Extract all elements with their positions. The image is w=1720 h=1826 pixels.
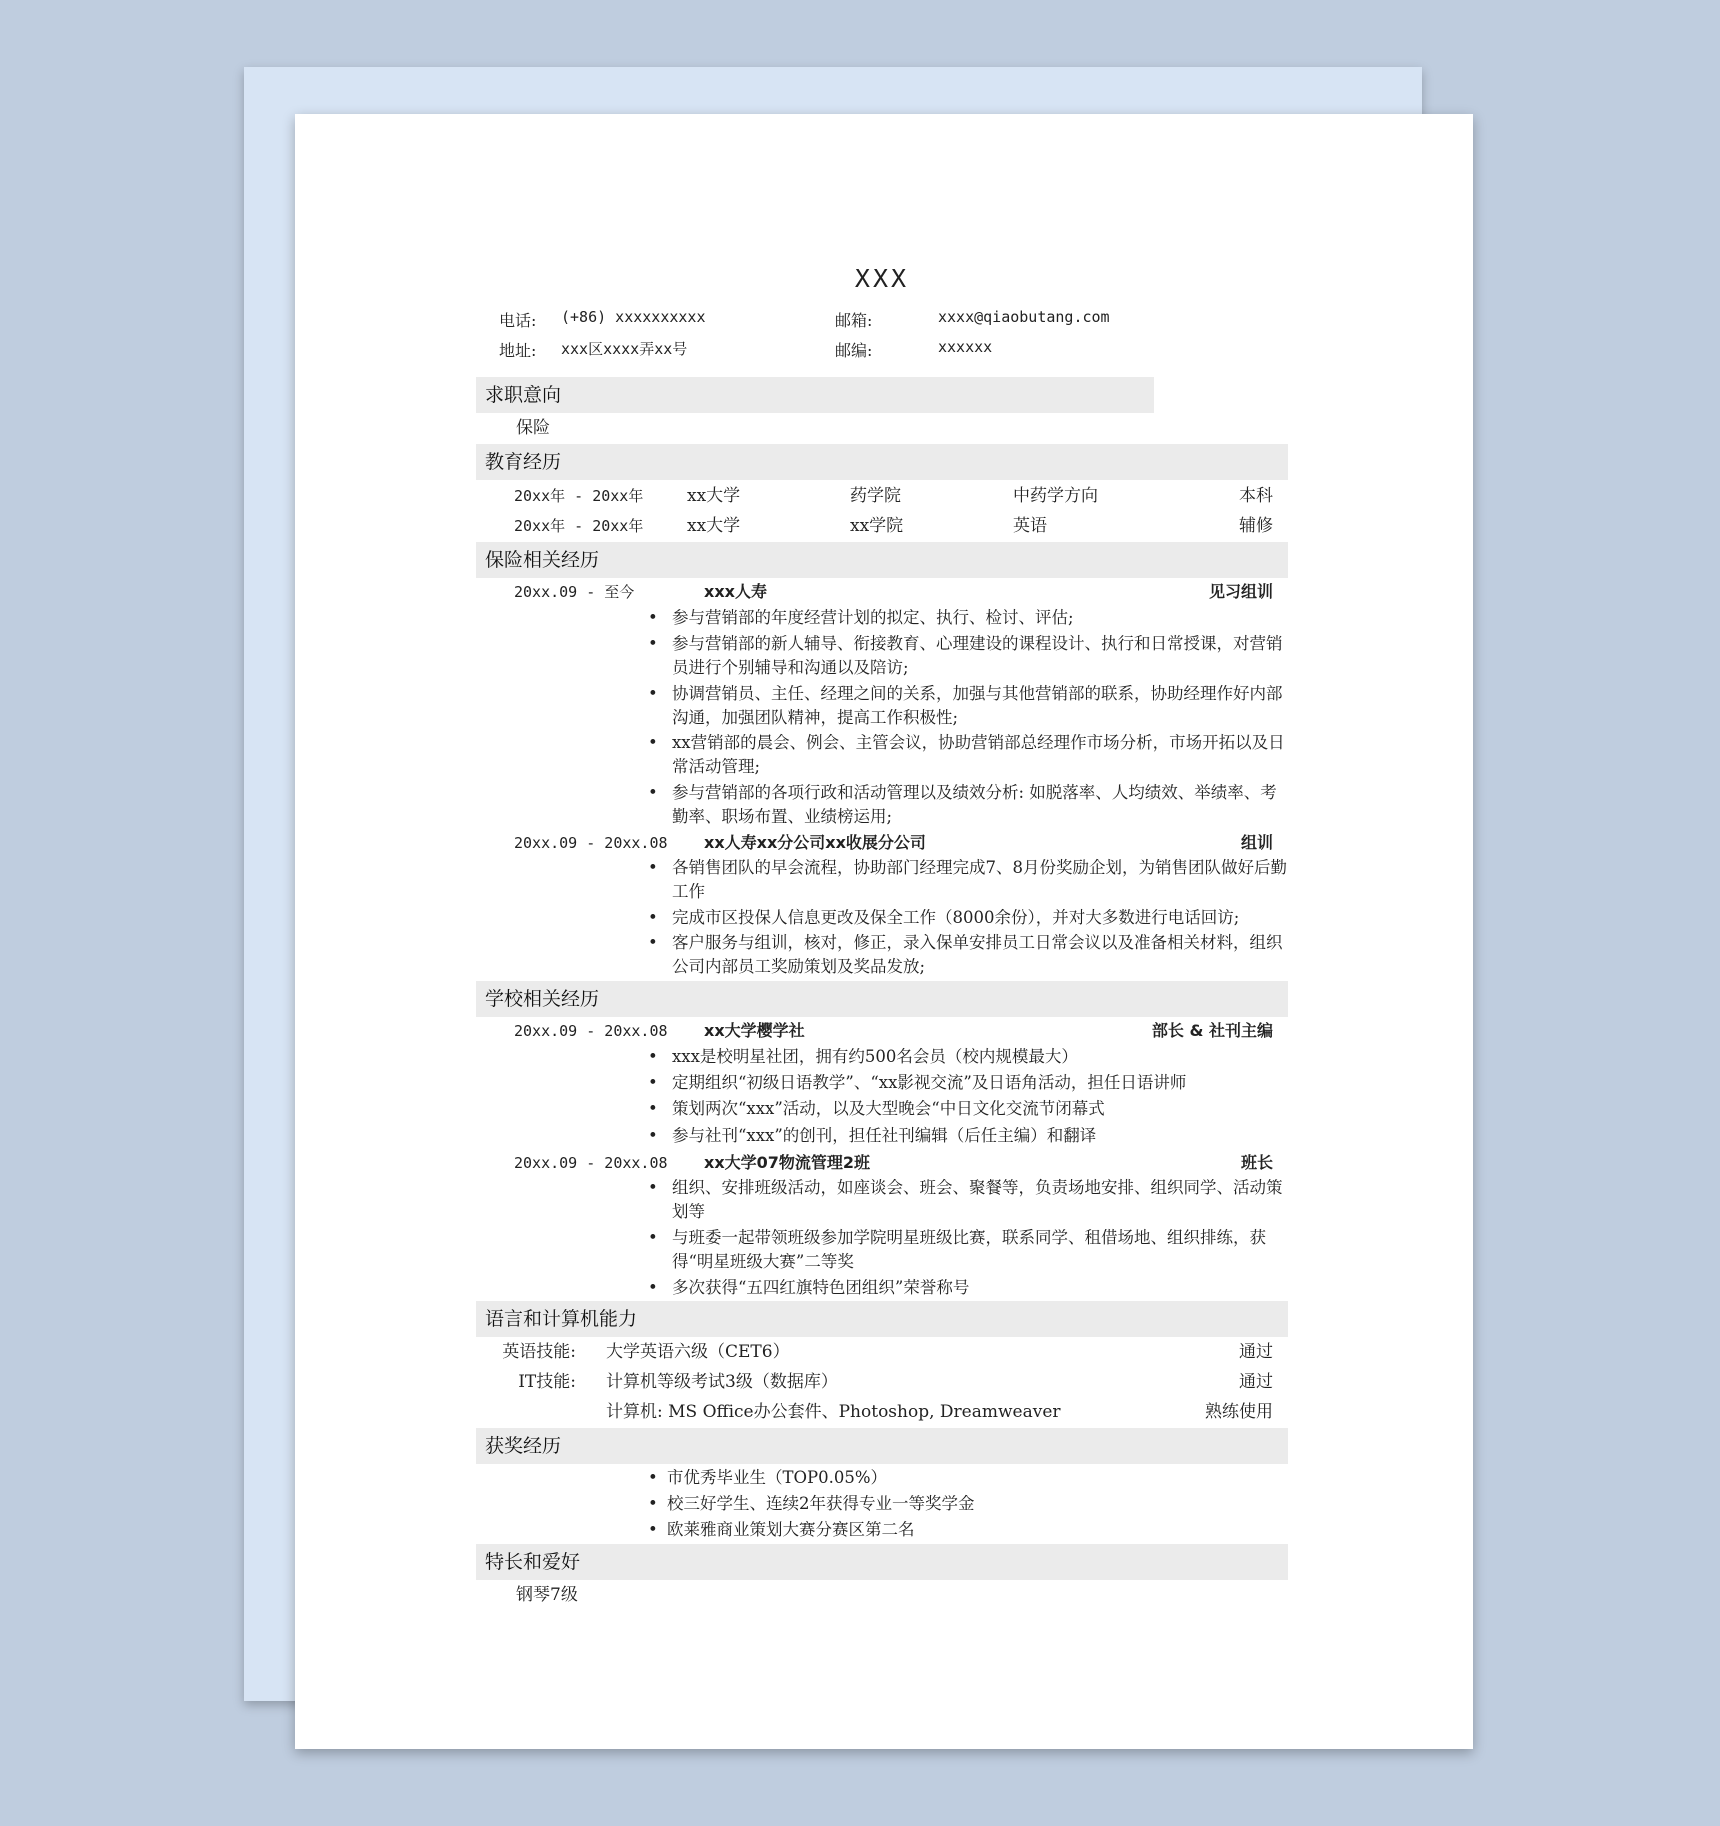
- edu-college: 药学院: [850, 486, 901, 506]
- bullet-text: 参与营销部的各项行政和活动管理以及绩效分析: 如脱落率、人均绩效、举绩率、考勤率、职场布置、业绩榜运用;: [672, 783, 1277, 826]
- bullet-dot-icon: •: [648, 1126, 658, 1145]
- bullet-dot-icon: •: [648, 1047, 658, 1066]
- bullet-text: 多次获得“五四红旗特色团组织”荣誉称号: [672, 1278, 970, 1297]
- bullet-dot-icon: •: [648, 684, 658, 703]
- bullet-dot-icon: •: [648, 783, 658, 802]
- job-organization: xx大学07物流管理2班: [704, 1153, 871, 1172]
- bullet-dot-icon: •: [648, 1228, 658, 1247]
- bullet-dot-icon: •: [648, 858, 658, 877]
- email-label: 邮箱:: [835, 311, 873, 330]
- phone-value: (+86) xxxxxxxxxx: [561, 308, 706, 326]
- bullet-dot-icon: •: [648, 1494, 658, 1513]
- bullet-dot-icon: •: [648, 733, 658, 752]
- bullet-dot-icon: •: [648, 1278, 658, 1297]
- edu-school: xx大学: [687, 516, 741, 536]
- award-text: 市优秀毕业生（TOP0.05%）: [667, 1468, 888, 1487]
- section-school-experience: 学校相关经历: [476, 981, 1288, 1017]
- edu-period: 20xx年 - 20xx年: [514, 517, 644, 535]
- job-role: 部长 & 社刊主编: [1151, 1021, 1273, 1040]
- job-period: 20xx.09 - 20xx.08: [514, 1022, 668, 1040]
- skill-label: IT技能:: [518, 1372, 576, 1392]
- skill-description: 大学英语六级（CET6）: [606, 1342, 790, 1362]
- bullet-text: 参与社刊“xxx”的创刊，担任社刊编辑（后任主编）和翻译: [672, 1126, 1097, 1145]
- skill-level: 通过: [1239, 1342, 1273, 1362]
- bullet-text: 参与营销部的年度经营计划的拟定、执行、检讨、评估;: [672, 608, 1074, 627]
- edu-school: xx大学: [687, 486, 741, 506]
- section-skills: 语言和计算机能力: [476, 1301, 1288, 1337]
- bullet-dot-icon: •: [648, 908, 658, 927]
- bullet-text: 组织、安排班级活动，如座谈会、班会、聚餐等，负责场地安排、组织同学、活动策划等: [672, 1178, 1283, 1221]
- bullet-text: 定期组织“初级日语教学”、“xx影视交流”及日语角活动，担任日语讲师: [672, 1073, 1187, 1092]
- section-objective: 求职意向: [476, 377, 1154, 413]
- bullet-text: 策划两次“xxx”活动，以及大型晚会“中日文化交流节闭幕式: [672, 1099, 1105, 1118]
- edu-degree: 本科: [1239, 486, 1273, 506]
- job-period: 20xx.09 - 至今: [514, 583, 635, 601]
- job-organization: xx人寿xx分公司xx收展分公司: [704, 833, 926, 852]
- hobbies-value: 钢琴7级: [516, 1585, 578, 1605]
- bullet-text: 各销售团队的早会流程，协助部门经理完成7、8月份奖励企划，为销售团队做好后勤工作: [672, 858, 1287, 901]
- section-education: 教育经历: [476, 444, 1288, 480]
- award-text: 校三好学生、连续2年获得专业一等奖学金: [667, 1494, 975, 1513]
- edu-college: xx学院: [850, 516, 904, 536]
- edu-major: 中药学方向: [1013, 486, 1098, 506]
- job-period: 20xx.09 - 20xx.08: [514, 834, 668, 852]
- resume-page: [295, 114, 1473, 1749]
- address-label: 地址:: [499, 341, 537, 360]
- address-value: xxx区xxxx弄xx号: [561, 340, 688, 358]
- skill-label: 英语技能:: [502, 1342, 576, 1362]
- resume-name: XXX: [854, 264, 910, 293]
- phone-label: 电话:: [499, 311, 537, 330]
- section-awards: 获奖经历: [476, 1428, 1288, 1464]
- bullet-text: 参与营销部的新人辅导、衔接教育、心理建设的课程设计、执行和日常授课，对营销员进行个别辅导和沟通以及陪访;: [672, 634, 1283, 677]
- job-organization: xx大学樱学社: [704, 1021, 805, 1040]
- award-text: 欧莱雅商业策划大赛分赛区第二名: [667, 1520, 915, 1539]
- section-insurance-experience: 保险相关经历: [476, 542, 1288, 578]
- job-period: 20xx.09 - 20xx.08: [514, 1154, 668, 1172]
- zip-label: 邮编:: [835, 341, 873, 360]
- bullet-dot-icon: •: [648, 608, 658, 627]
- bullet-text: 完成市区投保人信息更改及保全工作（8000余份），并对大多数进行电话回访;: [672, 908, 1240, 927]
- zip-value: xxxxxx: [938, 338, 993, 356]
- bullet-dot-icon: •: [648, 1178, 658, 1197]
- objective-value: 保险: [516, 418, 550, 438]
- job-role: 组训: [1240, 833, 1273, 852]
- bullet-text: 与班委一起带领班级参加学院明星班级比赛，联系同学、租借场地、组织排练，获得“明星班级大赛”二等奖: [672, 1228, 1266, 1271]
- job-role: 见习组训: [1208, 582, 1273, 601]
- bullet-dot-icon: •: [648, 933, 658, 952]
- skill-level: 熟练使用: [1205, 1402, 1273, 1422]
- bullet-dot-icon: •: [648, 1099, 658, 1118]
- skill-description: 计算机: MS Office办公套件、Photoshop, Dreamweaver: [606, 1402, 1061, 1422]
- section-hobbies: 特长和爱好: [476, 1544, 1288, 1580]
- skill-level: 通过: [1239, 1372, 1273, 1392]
- edu-period: 20xx年 - 20xx年: [514, 487, 644, 505]
- contact-row-1: [476, 308, 1288, 334]
- bullet-dot-icon: •: [648, 1468, 658, 1487]
- bullet-text: xx营销部的晨会、例会、主管会议，协助营销部总经理作市场分析，市场开拓以及日常活动管理;: [672, 733, 1285, 776]
- edu-degree: 辅修: [1239, 516, 1273, 536]
- bullet-text: 协调营销员、主任、经理之间的关系，加强与其他营销部的联系，协助经理作好内部沟通，加强团队精神，提高工作积极性;: [672, 684, 1283, 727]
- edu-major: 英语: [1013, 516, 1047, 536]
- skill-description: 计算机等级考试3级（数据库）: [606, 1372, 838, 1392]
- job-organization: xxx人寿: [704, 582, 767, 601]
- contact-row-2: [476, 338, 1288, 364]
- bullet-text: 客户服务与组训，核对，修正，录入保单安排员工日常会议以及准备相关材料，组织公司内部员工奖励策划及奖品发放;: [672, 933, 1283, 976]
- bullet-text: xxx是校明星社团，拥有约500名会员（校内规模最大）: [672, 1047, 1078, 1066]
- bullet-dot-icon: •: [648, 1520, 658, 1539]
- email-value: xxxx@qiaobutang.com: [938, 308, 1110, 326]
- job-role: 班长: [1240, 1153, 1273, 1172]
- bullet-dot-icon: •: [648, 634, 658, 653]
- bullet-dot-icon: •: [648, 1073, 658, 1092]
